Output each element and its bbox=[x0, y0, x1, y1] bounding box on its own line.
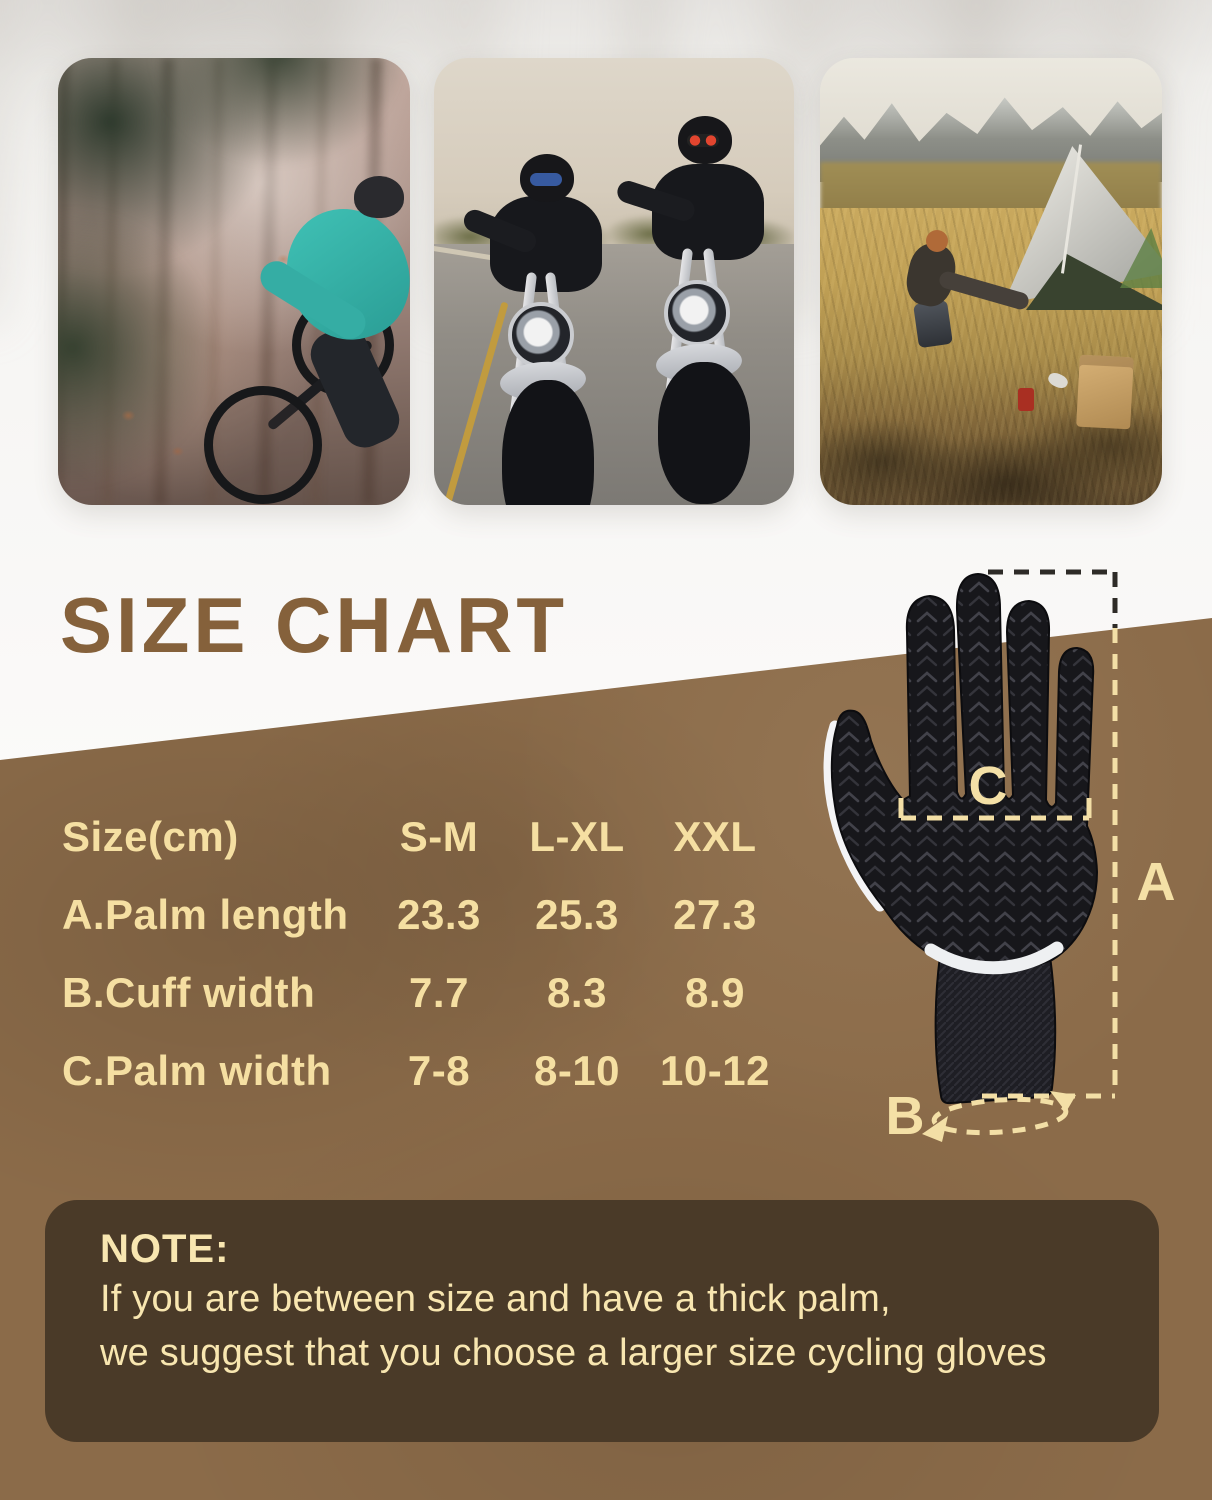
blue-visor bbox=[530, 173, 562, 186]
note-heading: NOTE: bbox=[100, 1227, 230, 1271]
cuff bbox=[936, 956, 1056, 1103]
note-line-1: If you are between size and have a thick palm, bbox=[100, 1278, 891, 1320]
red-sunglasses bbox=[687, 134, 719, 147]
label-palm-width: C bbox=[968, 756, 1008, 816]
cell-value: 8-10 bbox=[533, 1047, 621, 1094]
cell-value: 25.3 bbox=[535, 891, 619, 938]
glove-measurement-diagram bbox=[810, 550, 1212, 1200]
rider-helmet bbox=[520, 154, 574, 202]
size-chart-table bbox=[62, 798, 786, 1110]
photo-motorcycles bbox=[434, 58, 794, 505]
column-header-size: Size(cm) bbox=[62, 813, 239, 860]
bike-front-wheel bbox=[204, 386, 322, 504]
cell-value: 8.9 bbox=[685, 969, 745, 1016]
column-header-xxl: XXL bbox=[673, 813, 757, 860]
table-row-palm-width bbox=[62, 1032, 786, 1110]
front-tire bbox=[658, 362, 750, 504]
rider-helmet bbox=[678, 116, 732, 164]
glove-palm-silhouette bbox=[832, 574, 1097, 970]
table-row-cuff-width bbox=[62, 954, 786, 1032]
camp-chair bbox=[913, 300, 953, 348]
headlight bbox=[508, 302, 574, 368]
photo-mountain-biking bbox=[58, 58, 410, 505]
headlight bbox=[664, 280, 730, 346]
cell-value: 27.3 bbox=[673, 891, 757, 938]
motorcycle-right bbox=[612, 116, 792, 504]
cell-value: 7.7 bbox=[409, 969, 469, 1016]
note-line-2: we suggest that you choose a larger size cycling gloves bbox=[100, 1332, 1047, 1374]
table-header-row bbox=[62, 798, 786, 876]
cell-value: 23.3 bbox=[397, 891, 481, 938]
rider-helmet bbox=[354, 176, 404, 218]
cell-value: 10-12 bbox=[660, 1047, 770, 1094]
front-tire bbox=[502, 380, 594, 505]
note-box bbox=[45, 1200, 1159, 1442]
glove-illustration bbox=[829, 574, 1097, 1103]
row-label: C.Palm width bbox=[62, 1047, 332, 1094]
row-label: B.Cuff width bbox=[62, 969, 316, 1016]
label-palm-length: A bbox=[1136, 852, 1176, 912]
camper-head bbox=[926, 230, 948, 252]
label-cuff-width: B bbox=[885, 1086, 925, 1146]
page-title: SIZE CHART bbox=[60, 581, 568, 669]
column-header-lxl: L-XL bbox=[529, 813, 625, 860]
paper-bag bbox=[1076, 355, 1134, 430]
cell-value: 7-8 bbox=[407, 1047, 471, 1094]
red-can bbox=[1018, 388, 1034, 411]
motorcycle-left bbox=[462, 154, 632, 504]
row-label: A.Palm length bbox=[62, 891, 349, 938]
table-row-palm-length bbox=[62, 876, 786, 954]
cell-value: 8.3 bbox=[547, 969, 607, 1016]
photo-camping bbox=[820, 58, 1162, 505]
column-header-sm: S-M bbox=[399, 813, 479, 860]
